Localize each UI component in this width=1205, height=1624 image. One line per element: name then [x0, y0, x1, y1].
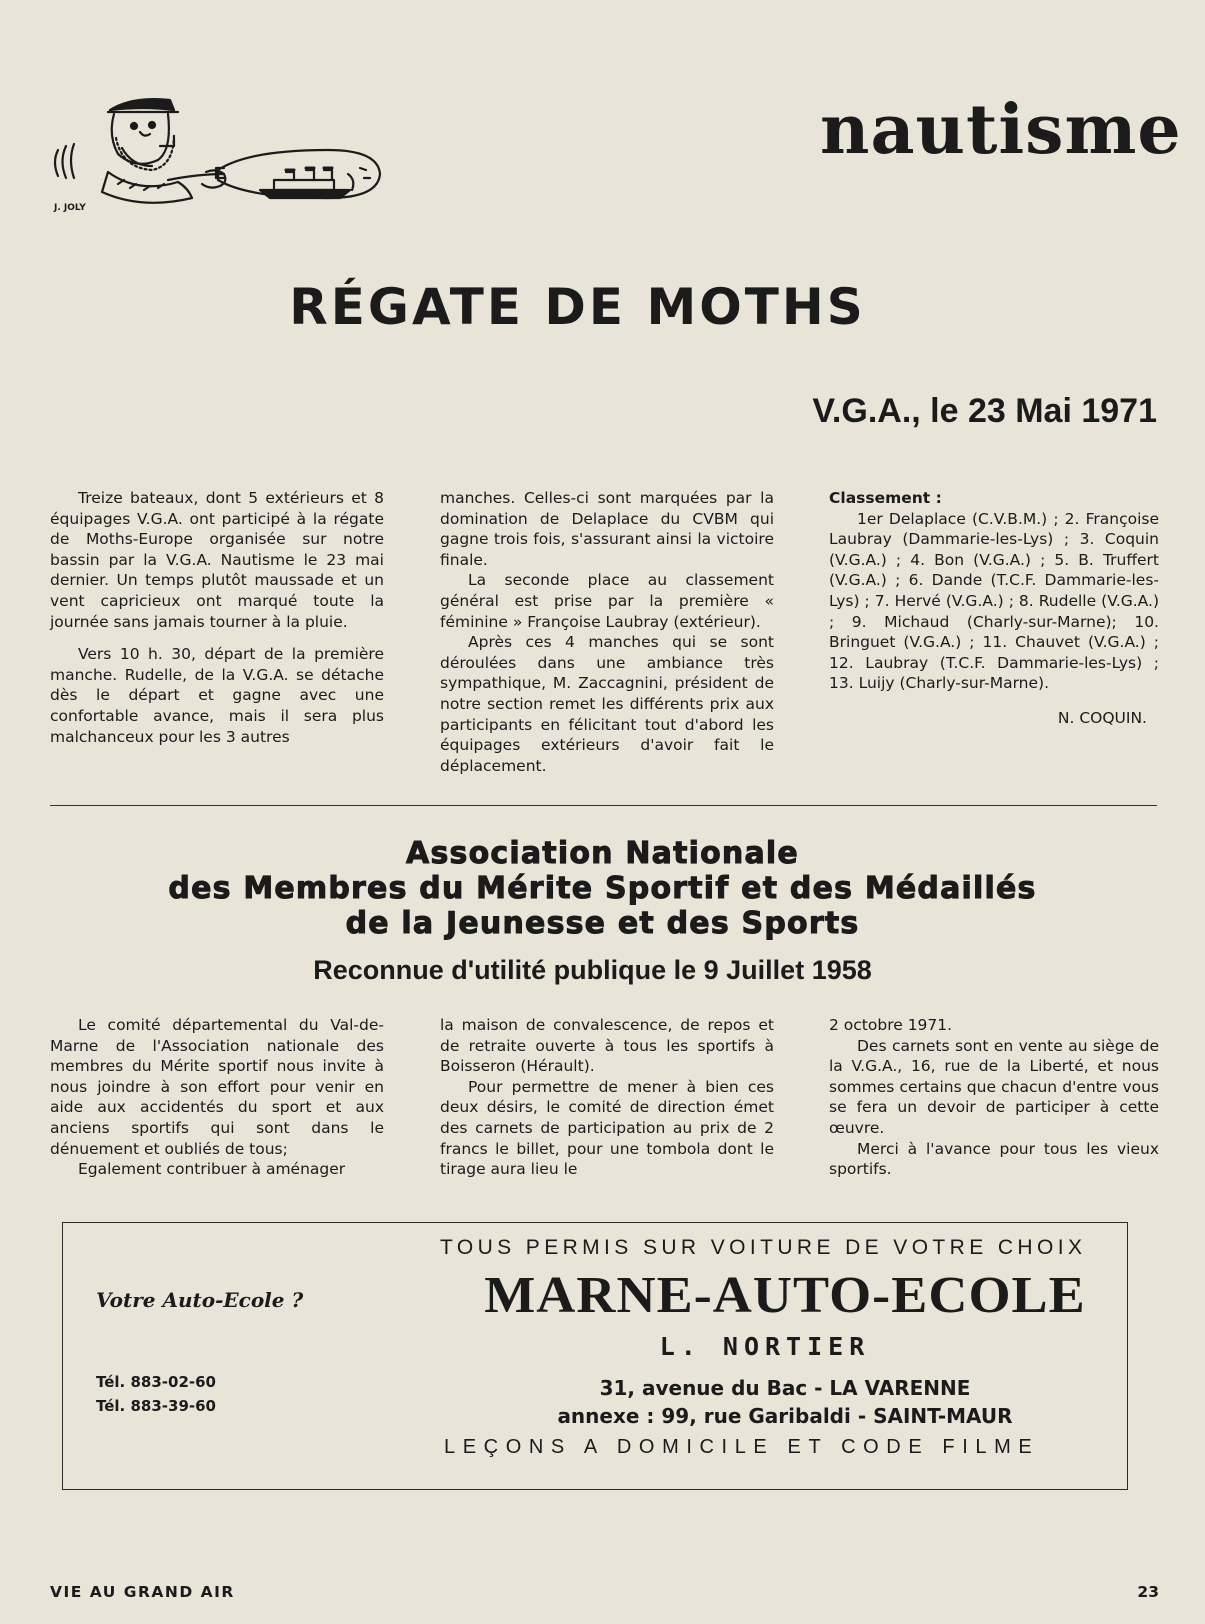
paragraph: Le comité départemental du Val-de-Marne de l'Association nationale des membres du Mérite sportif nous invite à nous joindre à son effort pour venir en aide aux accidentés du sport et aux anciens sportifs qui sont dans le dénuement et oubliés de tous;	[50, 1016, 384, 1158]
paragraph: Merci à l'avance pour tous les vieux sportifs.	[829, 1139, 1159, 1179]
paragraph: 2 octobre 1971.	[829, 1016, 953, 1034]
paragraph: Treize bateaux, dont 5 extérieurs et 8 équipages V.G.A. ont participé à la régate de Moths-Europe organisée sur notre bassin par la V.G.A. Nautisme le 23 mai dernier. Un temps plutôt maussade et un vent capricieux ont marqué toute la journée sans jamais tourner à la pluie.	[50, 489, 384, 631]
ad-question: Votre Auto-Ecole ?	[96, 1288, 304, 1312]
ad-tagline: TOUS PERMIS SUR VOITURE DE VOTRE CHOIX	[440, 1236, 1087, 1259]
ad-annex: annexe : 99, rue Garibaldi - SAINT-MAUR	[557, 1404, 1013, 1428]
association-title-line: de la Jeunesse et des Sports	[345, 906, 860, 941]
ranking-column	[829, 488, 1159, 729]
ad-address: 31, avenue du Bac - LA VARENNE	[599, 1376, 971, 1400]
section-divider	[50, 805, 1157, 806]
association-title-line: Association Nationale	[406, 836, 799, 871]
sailor-ship-in-bottle-illustration	[48, 88, 388, 218]
paragraph: Vers 10 h. 30, départ de la première manche. Rudelle, de la V.G.A. se détache dès le départ et gagne avec une confortable avance, mais il sera plus malchanceux pour les 3 autres	[50, 645, 384, 746]
paragraph: Des carnets sont en vente au siège de la V.G.A., 16, rue de la Liberté, et nous sommes certains que chacun d'entre vous se fera un devoir de participer à cette œuvre.	[829, 1036, 1159, 1137]
section-title: nautisme	[820, 90, 1182, 170]
paragraph: manches. Celles-ci sont marquées par la domination de Delaplace du CVBM qui gagne trois fois, s'assurant ainsi la victoire finale.	[440, 489, 774, 569]
paragraph: Pour permettre de mener à bien ces deux désirs, le comité de direction émet des carnets de participation au prix de 2 francs le billet, pour une tombola dont le tirage aura lieu le	[440, 1077, 774, 1179]
article-subtitle: V.G.A., le 23 Mai 1971	[812, 392, 1157, 430]
article-column-1	[50, 488, 384, 747]
association-title	[0, 836, 1205, 941]
ad-phone: Tél. 883-39-60	[96, 1397, 216, 1415]
paragraph: la maison de convalescence, de repos et de retraite ouverte à tous les sportifs à Boisseron (Hérault).	[440, 1016, 774, 1076]
ad-owner: L. NORTIER	[659, 1332, 871, 1361]
paragraph: La seconde place au classement général est prise par la première « féminine » Françoise Laubray (extérieur).	[440, 571, 774, 631]
association-column-3	[829, 1015, 1159, 1180]
ad-address-block	[440, 1374, 1130, 1430]
article-column-2	[440, 488, 774, 776]
association-title-line: des Membres du Mérite Sportif et des Médaillés	[168, 871, 1037, 906]
page-number: 23	[1137, 1583, 1159, 1601]
ad-phone: Tél. 883-02-60	[96, 1373, 216, 1391]
ranking-list: 1er Delaplace (C.V.B.M.) ; 2. Françoise Laubray (Dammarie-les-Lys) ; 3. Coquin (V.G.A.) ; 4. Bon (V.G.A.) ; 5. B. Truffert (V.G.A.) ; 6. Dande (T.C.F. Dammarie-les-Lys) ; 7. Hervé (V.G.A.) ; 8. Rudelle (V.G.A.) ; 9. Michaud (Charly-sur-Marne); 10. Bringuet (V.G.A.) ; 11. Chauvet (V.G.A.) ; 12. Laubray (T.C.F. Dammarie-les-Lys) ; 13. Luijy (Charly-sur-Marne).	[829, 509, 1159, 693]
association-subtitle: Reconnue d'utilité publique le 9 Juillet 1958	[313, 955, 872, 985]
magazine-name: VIE AU GRAND AIR	[50, 1583, 235, 1601]
paragraph: Après ces 4 manches qui se sont déroulées dans une ambiance très sympathique, M. Zaccagnini, président de notre section remet les différents prix aux participants en félicitant tout d'abord les équipages extérieurs d'avoir fait le déplacement.	[440, 633, 774, 775]
illustrator-signature: J. JOLY	[54, 203, 86, 213]
association-column-2	[440, 1015, 774, 1180]
paragraph: Egalement contribuer à aménager	[78, 1160, 346, 1179]
article-author: N. COQUIN.	[1057, 708, 1147, 727]
ad-business-name: MARNE-AUTO-ECOLE	[484, 1267, 1086, 1324]
association-column-1	[50, 1015, 384, 1180]
article-title: RÉGATE DE MOTHS	[289, 278, 866, 336]
ad-lessons: LEÇONS A DOMICILE ET CODE FILME	[444, 1436, 1040, 1458]
ranking-heading: Classement :	[829, 489, 942, 507]
